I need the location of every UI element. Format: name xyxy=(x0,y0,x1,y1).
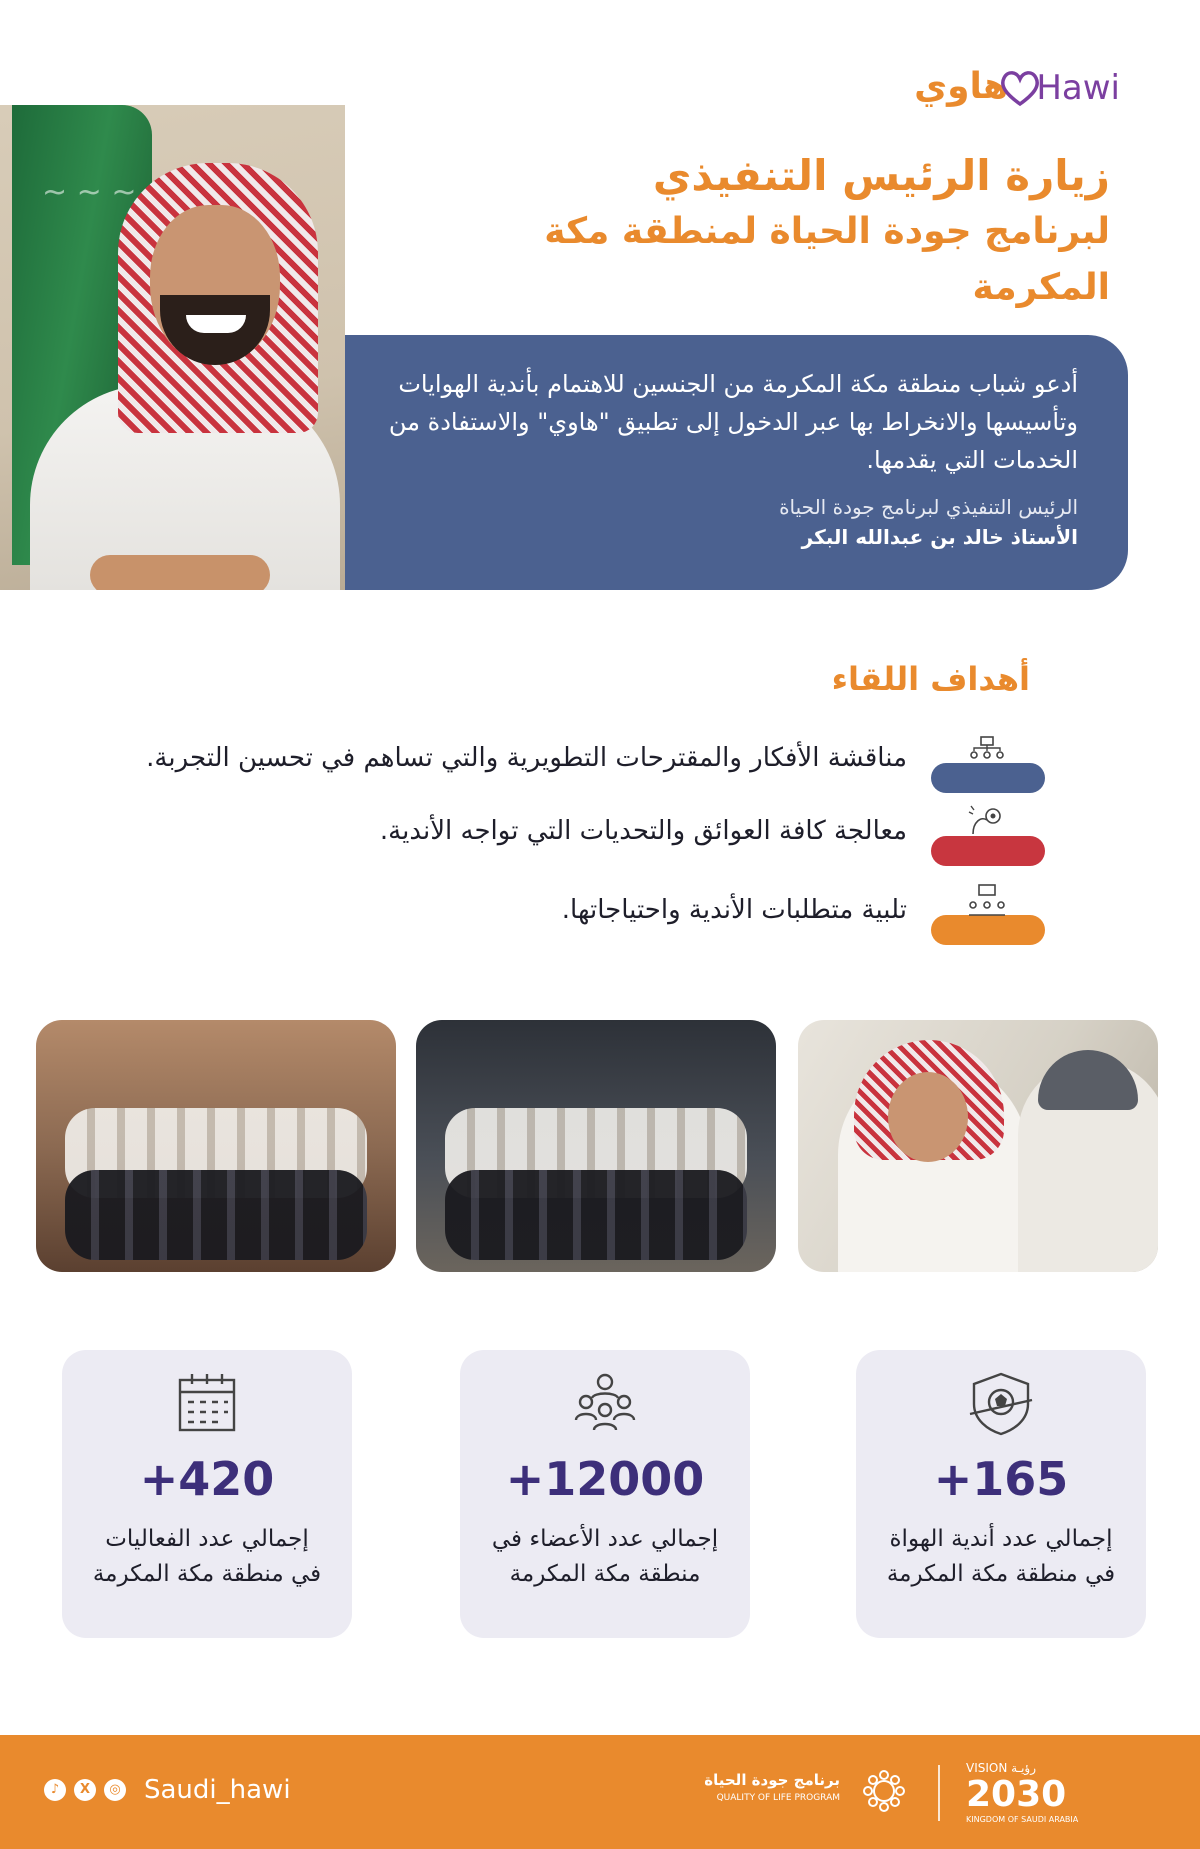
vision-kingdom: KINGDOM OF SAUDI ARABIA xyxy=(966,1815,1079,1824)
goal-icon-wrap xyxy=(931,887,1045,947)
vision-label: VISION رؤيـة xyxy=(966,1761,1037,1775)
quote-name: الأستاذ خالد بن عبدالله البكر xyxy=(801,525,1078,549)
ceo-portrait-photo xyxy=(0,105,345,590)
members-icon xyxy=(570,1370,640,1436)
cap xyxy=(1038,1050,1138,1110)
stat-label-clubs: إجمالي عدد أندية الهواة في منطقة مكة المكرمة xyxy=(886,1526,1116,1587)
hawi-logo xyxy=(890,62,1120,122)
people-network-icon xyxy=(967,735,1007,771)
quote-text: أدعو شباب منطقة مكة المكرمة من الجنسين للاهتمام بأندية الهوايات وتأسيسها والانخراط بها عبر الدخول إلى تطبيق "هاوي" والاستفادة من الخدمات التي يقدمها. xyxy=(388,370,1078,474)
stat-value-clubs: +165 xyxy=(933,1452,1069,1506)
stat-card-members xyxy=(460,1350,750,1638)
logo-english: Hawi xyxy=(1036,68,1120,108)
logo-arabic: هاوي xyxy=(914,66,1008,107)
stat-card-events xyxy=(62,1350,352,1638)
stat-value-members: +12000 xyxy=(505,1452,705,1506)
qol-program-logo xyxy=(704,1771,840,1803)
smile xyxy=(186,315,246,333)
title-line-2: لبرنامج جودة الحياة لمنطقة مكة المكرمة xyxy=(544,211,1110,308)
goal-item-2 xyxy=(145,808,1045,868)
flag-pattern: ~ ~ ~ xyxy=(42,175,137,210)
group-photo-office xyxy=(416,1020,776,1272)
page-title xyxy=(410,148,1110,316)
goal-item-1 xyxy=(145,735,1045,795)
footer-divider xyxy=(938,1765,940,1821)
face xyxy=(888,1072,968,1162)
qol-arabic: برنامج جودة الحياة xyxy=(704,1771,840,1789)
stat-card-clubs xyxy=(856,1350,1146,1638)
x-icon[interactable]: X xyxy=(74,1779,96,1801)
footer xyxy=(0,1735,1200,1849)
group-photo-lounge xyxy=(36,1020,396,1272)
goal-text-3: تلبية متطلبات الأندية واحتياجاتها. xyxy=(561,895,907,925)
team-board-icon xyxy=(965,883,1009,923)
quote-box xyxy=(345,335,1128,590)
goals-title: أهداف اللقاء xyxy=(831,660,1030,698)
goal-text-2: معالجة كافة العوائق والتحديات التي تواجه الأندية. xyxy=(379,816,907,846)
seated-row xyxy=(445,1170,747,1260)
seated-row xyxy=(65,1170,367,1260)
qol-english: QUALITY OF LIFE PROGRAM xyxy=(716,1793,840,1803)
social-links xyxy=(44,1775,291,1805)
title-line-1: زيارة الرئيس التنفيذي xyxy=(652,151,1110,200)
handshake-photo xyxy=(798,1020,1158,1272)
vision-year: 2030 xyxy=(966,1774,1067,1815)
goal-text-1: مناقشة الأفكار والمقترحات التطويرية والتي تساهم في تحسين التجربة. xyxy=(146,743,907,773)
tiktok-icon[interactable]: ♪ xyxy=(44,1779,66,1801)
qol-emblem-icon xyxy=(858,1765,910,1817)
stat-label-events: إجمالي عدد الفعاليات في منطقة مكة المكرمة xyxy=(92,1526,322,1587)
goal-icon-wrap xyxy=(931,808,1045,868)
hands xyxy=(90,555,270,590)
calendar-icon xyxy=(172,1370,242,1436)
goal-item-3 xyxy=(145,887,1045,947)
instagram-icon[interactable]: ◎ xyxy=(104,1779,126,1801)
club-badge-icon xyxy=(966,1370,1036,1436)
goal-icon-wrap xyxy=(931,735,1045,795)
gear-head-icon xyxy=(965,804,1009,844)
stat-label-members: إجمالي عدد الأعضاء في منطقة مكة المكرمة xyxy=(491,1526,719,1587)
vision-2030-logo xyxy=(966,1761,1166,1824)
social-handle[interactable]: Saudi_hawi xyxy=(144,1775,291,1805)
quote-role: الرئيس التنفيذي لبرنامج جودة الحياة xyxy=(779,495,1078,519)
stat-value-events: +420 xyxy=(139,1452,275,1506)
